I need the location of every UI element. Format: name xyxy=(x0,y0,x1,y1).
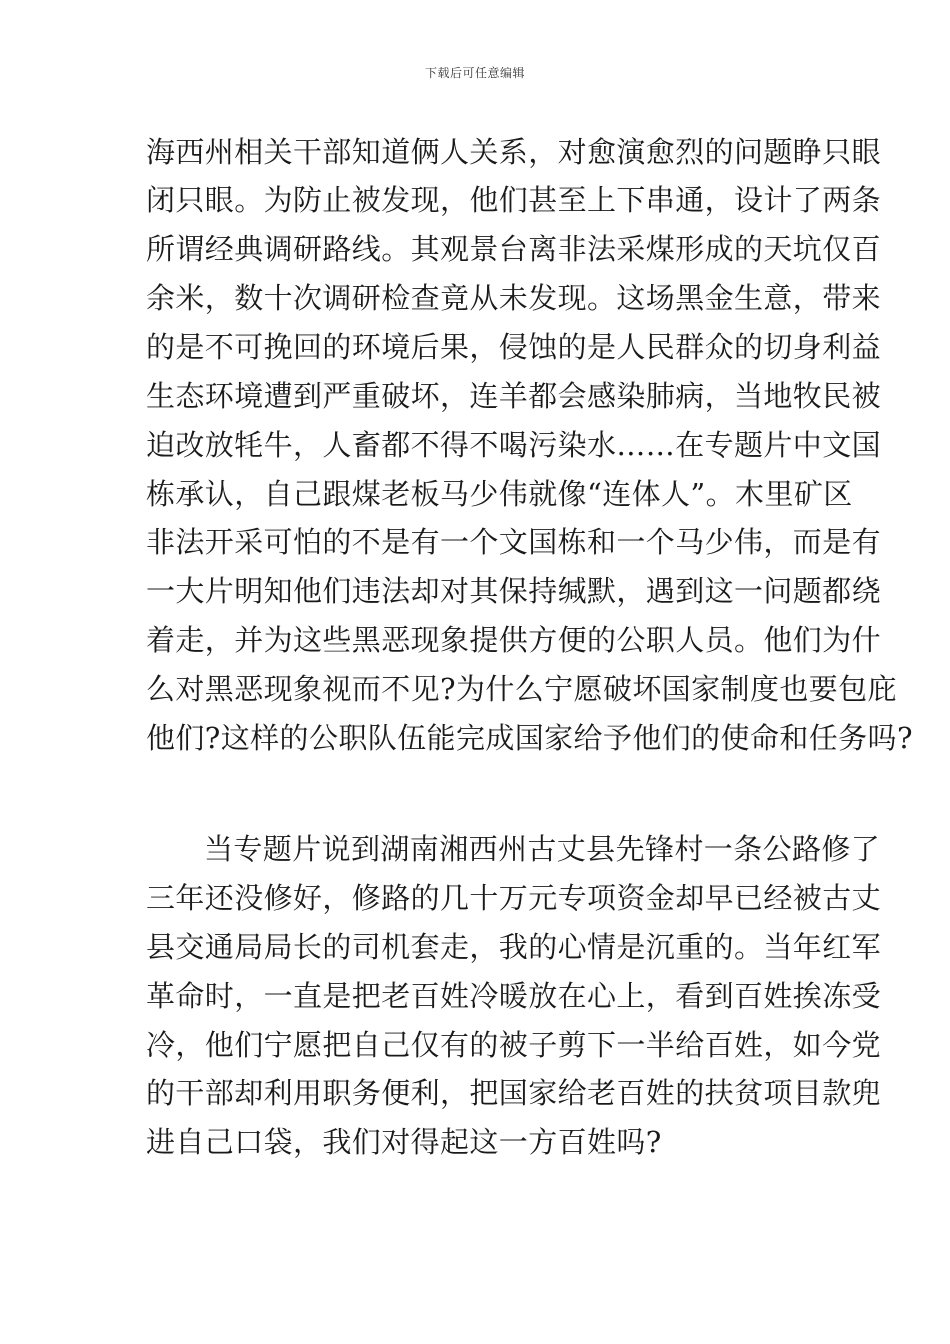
paragraph-line: 所谓经典调研路线。其观景台离非法采煤形成的天坑仅百 xyxy=(146,232,882,266)
header-note: 下载后可任意编辑 xyxy=(424,66,525,80)
paragraph-line: 进自己口袋，我们对得起这一方百姓吗? xyxy=(146,1125,662,1159)
paragraph-line: 的是不可挽回的环境后果，侵蚀的是人民群众的切身利益 xyxy=(146,330,882,364)
paragraph-line: 他们?这样的公职队伍能完成国家给予他们的使命和任务吗? xyxy=(146,721,913,755)
paragraph-line: 冷，他们宁愿把自己仅有的被子剪下一半给百姓，如今党 xyxy=(146,1028,882,1062)
paragraph-line: 海西州相关干部知道俩人关系，对愈演愈烈的问题睁只眼 xyxy=(146,135,882,169)
paragraph-line: 三年还没修好，修路的几十万元专项资金却早已经被古丈 xyxy=(146,881,882,915)
paragraph-line: 么对黑恶现象视而不见?为什么宁愿破坏国家制度也要包庇 xyxy=(146,672,897,706)
paragraph-line: 着走，并为这些黑恶现象提供方便的公职人员。他们为什 xyxy=(146,623,882,657)
paragraph-line: 一大片明知他们违法却对其保持缄默，遇到这一问题都绕 xyxy=(146,574,882,608)
paragraph-line: 迫改放牦牛，人畜都不得不喝污染水……在专题片中文国 xyxy=(146,428,882,462)
paragraph-line: 栋承认，自己跟煤老板马少伟就像“连体人”。木里矿区 xyxy=(146,477,853,511)
paragraph-line: 革命时，一直是把老百姓冷暖放在心上，看到百姓挨冻受 xyxy=(146,979,882,1013)
paragraph-line: 生态环境遭到严重破坏，连羊都会感染肺病，当地牧民被 xyxy=(146,379,882,413)
paragraph-line: 非法开采可怕的不是有一个文国栋和一个马少伟，而是有 xyxy=(146,525,882,559)
paragraph-line: 闭只眼。为防止被发现，他们甚至上下串通，设计了两条 xyxy=(146,183,882,217)
paragraph-line: 余米，数十次调研检查竟从未发现。这场黑金生意，带来 xyxy=(146,281,882,315)
paragraph-line: 的干部却利用职务便利，把国家给老百姓的扶贫项目款兜 xyxy=(146,1076,882,1110)
paragraph-line: 县交通局局长的司机套走，我的心情是沉重的。当年红军 xyxy=(146,930,882,964)
paragraph-line: 当专题片说到湖南湘西州古丈县先锋村一条公路修了 xyxy=(204,832,881,866)
